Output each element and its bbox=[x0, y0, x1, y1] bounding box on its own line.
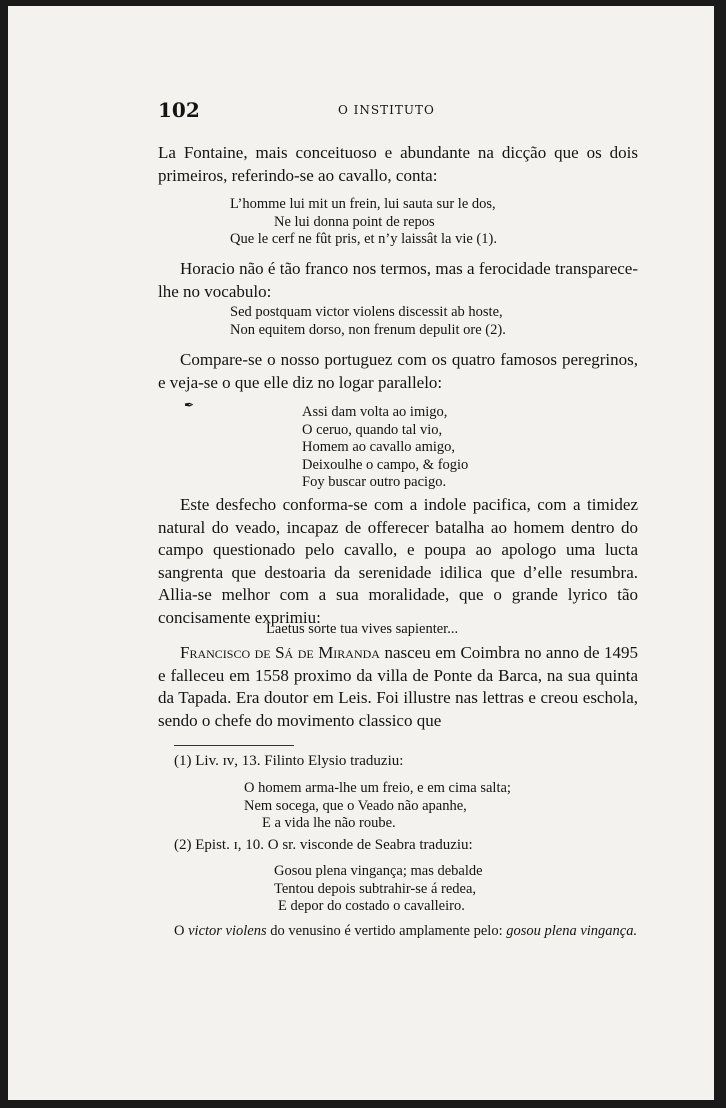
footnote-2-verse bbox=[274, 863, 483, 916]
verse-line: Laetus sorte tua vives sapienter... bbox=[266, 621, 459, 637]
paragraph-text: Este desfecho conforma-se com a indole pacifica, com a timidez natural do veado, incapaz de offerecer batalha ao homem dentro do campo questionado pelo cavallo, e poupa ao apologo uma lucta sangrenta que destoaria da serenidade idilica que d’elle resumbra. Allia-se melhor com a sua moralidade, que o grande lyrico tão concisamente exprimiu: bbox=[158, 495, 638, 627]
quote-horace bbox=[266, 621, 458, 639]
verse-line: Ne lui donna point de repos bbox=[274, 213, 435, 230]
verse-line: O homem arma-lhe um freio, e em cima salta; bbox=[244, 780, 511, 796]
paragraph-text: La Fontaine, mais conceituoso e abundante na dicção que os dois primeiros, referindo-se ao cavallo, conta: bbox=[158, 143, 638, 185]
note-text: do venusino é vertido amplamente pelo: bbox=[266, 923, 507, 939]
paragraph-1 bbox=[158, 142, 638, 187]
verse-line: Gosou plena vingança; mas debalde bbox=[274, 863, 483, 879]
verse-line: Assi dam volta ao imigo, bbox=[302, 404, 448, 420]
verse-line: Nem socega, que o Veado não apanhe, bbox=[244, 797, 467, 814]
verse-line: Homem ao cavallo amigo, bbox=[302, 439, 456, 455]
verse-line: Tentou depois subtrahir-se á redea, bbox=[274, 880, 477, 897]
author-name: Francisco de Sá de Miranda bbox=[180, 643, 380, 662]
verse-line: Non equitem dorso, non frenum depulit ore (2). bbox=[230, 321, 506, 338]
verse-line: Foy buscar outro pacigo. bbox=[302, 474, 447, 490]
verse-horace bbox=[230, 304, 506, 339]
note-text: O bbox=[174, 923, 189, 939]
book-page bbox=[8, 6, 714, 1100]
note-italic: victor violens bbox=[188, 923, 267, 939]
verse-line: Sed postquam victor violens discessit ab hoste, bbox=[230, 304, 503, 320]
footnote-1 bbox=[174, 752, 644, 771]
margin-mark: ✒ bbox=[184, 398, 195, 412]
paragraph-text: Compare-se o nosso portuguez com os quatro famosos peregrinos, e veja-se o que elle diz no logar parallelo: bbox=[158, 350, 638, 392]
page-header bbox=[158, 98, 648, 126]
verse-sa-de-miranda bbox=[302, 404, 468, 492]
paragraph-5 bbox=[158, 642, 638, 732]
verse-lafontaine bbox=[230, 196, 497, 249]
page-number: 102 bbox=[158, 98, 200, 122]
footnote-1-verse bbox=[244, 780, 511, 833]
paragraph-4 bbox=[158, 494, 638, 629]
verse-line: E a vida lhe não roube. bbox=[262, 815, 396, 831]
verse-line: L’homme lui mit un frein, lui sauta sur le dos, bbox=[230, 196, 496, 212]
verse-line: E depor do costado o cavalleiro. bbox=[278, 898, 465, 914]
footnote-divider bbox=[174, 745, 294, 746]
paragraph-text bbox=[158, 642, 638, 732]
verse-line: Deixoulhe o campo, & fogio bbox=[302, 456, 469, 473]
footnote-text: (2) Epist. ɪ, 10. O sr. visconde de Seabra traduziu: bbox=[174, 837, 473, 853]
paragraph-continuation: nasceu em Coimbra no anno de 1495 e falleceu em 1558 proximo da villa de Ponte da Barca, na sua quinta da Tapada. Era doutor em Leis. Foi illustre nas lettras e creou eschola, sendo o chefe do movimento classico que bbox=[158, 643, 638, 730]
running-title: O INSTITUTO bbox=[338, 103, 435, 117]
footnote-text: (1) Liv. ɪᴠ, 13. Filinto Elysio traduziu: bbox=[174, 753, 404, 769]
paragraph-2 bbox=[158, 258, 638, 303]
verse-line: O ceruo, quando tal vio, bbox=[302, 421, 443, 438]
closing-note bbox=[174, 922, 644, 941]
verse-line: Que le cerf ne fût pris, et n’y laissât la vie (1). bbox=[230, 231, 497, 247]
paragraph-text: Horacio não é tão franco nos termos, mas a ferocidade transparece-lhe no vocabulo: bbox=[158, 259, 638, 301]
note-italic: gosou plena vingança. bbox=[506, 923, 638, 939]
paragraph-3 bbox=[158, 349, 638, 394]
footnote-2 bbox=[174, 836, 644, 855]
